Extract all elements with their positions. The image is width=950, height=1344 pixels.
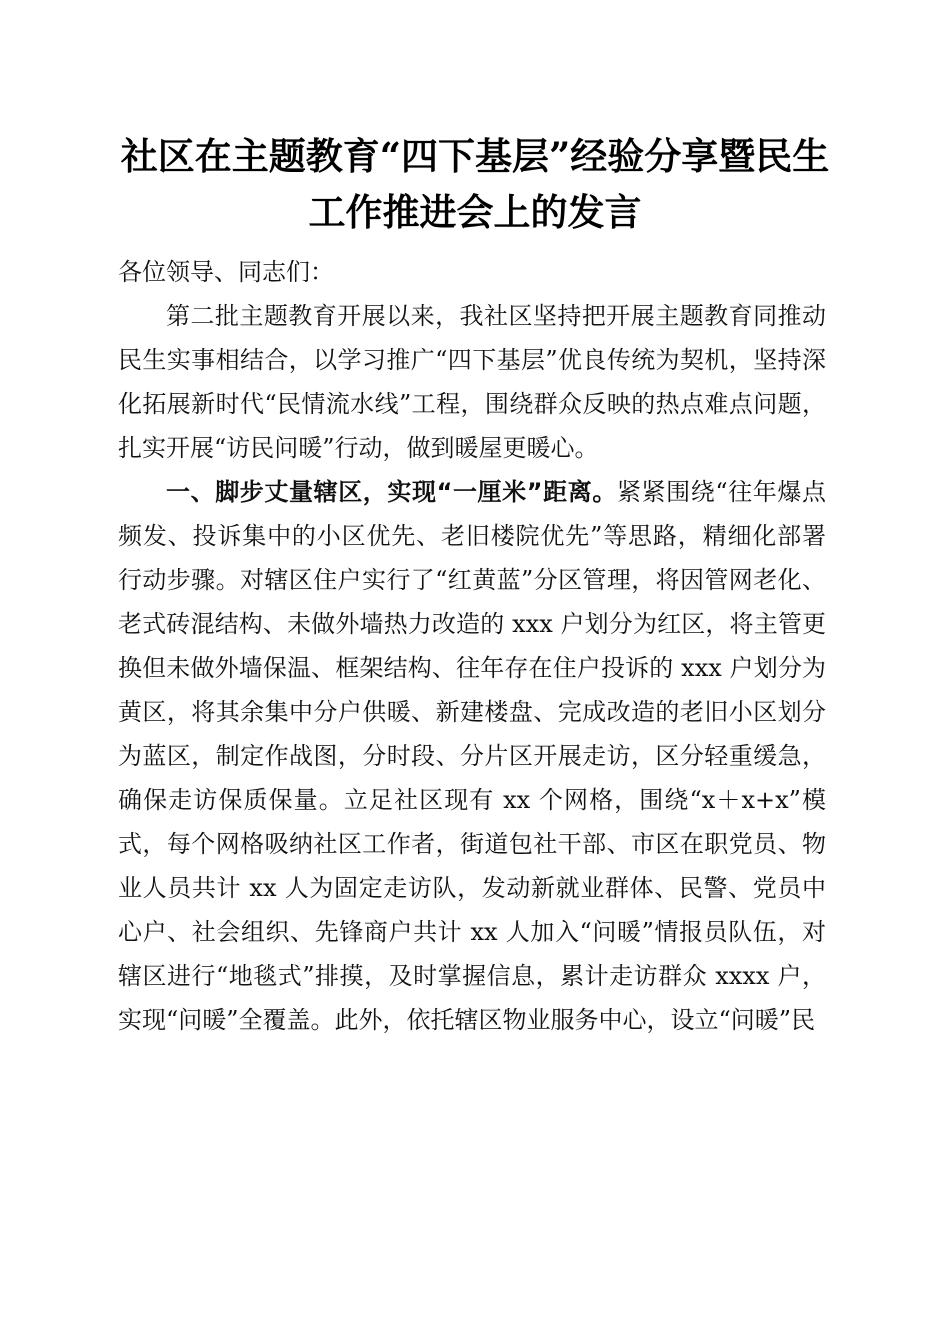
title-line-2: 工作推进会上的发言	[308, 190, 642, 234]
section-1-paragraph	[118, 470, 826, 1042]
document-title	[100, 128, 850, 240]
section-1-heading: 一、脚步丈量辖区，实现“一厘米”距离。	[166, 478, 617, 506]
intro-paragraph: 第二批主题教育开展以来，我社区坚持把开展主题教育同推动民生实事相结合，以学习推广“四下基层”优良传统为契机，坚持深化拓展新时代“民情流水线”工程，围绕群众反映的热点难点问题，扎实开展“访民问暖”行动，做到暖屋更暖心。	[118, 302, 826, 462]
document-body	[118, 250, 826, 1042]
greeting: 各位领导、同志们：	[118, 258, 334, 286]
section-1-body: 紧紧围绕“往年爆点频发、投诉集中的小区优先、老旧楼院优先”等思路，精细化部署行动步骤。对辖区住户实行了“红黄蓝”分区管理，将因管网老化、老式砖混结构、未做外墙热力改造的 xxx 户划分为红区，将主管更换但未做外墙保温、框架结构、往年存在住户投诉的 xxx 户划分为黄区，将其余集中分户供暖、新建楼盘、完成改造的老旧小区划分为蓝区，制定作战图，分时段、分片区开展走访，区分轻重缓急，确保走访保质保量。立足社区现有 xx 个网格，围绕“x＋x+x”模式，每个网格吸纳社区工作者，街道包社干部、市区在职党员、物业人员共计 xx 人为固定走访队，发动新就业群体、民警、党员中心户、社会组织、先锋商户共计 xx 人加入“问暖”情报员队伍，对辖区进行“地毯式”排摸，及时掌握信息，累计走访群众 xxxx 户，实现“问暖”全覆盖。此外，依托辖区物业服务中心，设立“问暖”民	[118, 478, 826, 1034]
title-line-1: 社区在主题教育“四下基层”经验分享暨民生	[120, 134, 830, 178]
